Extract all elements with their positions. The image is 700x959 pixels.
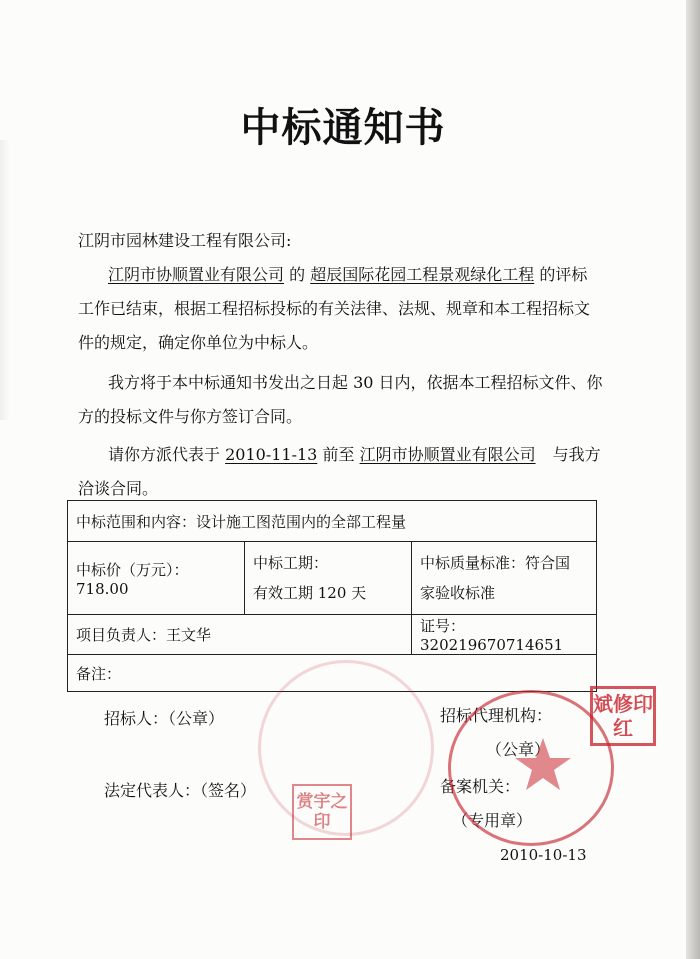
para2-line2: 方的投标文件与你方签订合同。 — [78, 407, 303, 426]
para3-line1 — [108, 442, 601, 465]
scope-cell: 中标范围和内容：设计施工图范围内的全部工程量 — [68, 501, 597, 542]
para1-line3: 件的规定，确定你单位为中标人。 — [78, 333, 319, 352]
agency-seal-label: （公章） — [486, 740, 551, 759]
project-name: 超辰国际花园工程景观绿化工程 — [310, 265, 535, 284]
para3-prefix: 请你方派代表于 — [108, 445, 221, 464]
filing-label: 备案机关： — [440, 777, 521, 796]
rep-stamp: 赏宇之印 — [292, 784, 352, 840]
para1-line1 — [108, 262, 587, 285]
meeting-place: 江阴市协顺置业有限公司 — [359, 445, 536, 464]
period-value: 有效工期 120 天 — [253, 584, 367, 602]
para3-middle: 前至 — [322, 445, 355, 464]
cert-cell: 证号：320219670714651 — [412, 615, 597, 655]
para1-line2: 工作已结束，根据工程招标投标的有关法律、法规、规章和本工程招标文 — [78, 299, 591, 318]
manager-text: 项目负责人：王文华 — [76, 626, 212, 644]
owner-name: 江阴市协顺置业有限公司 — [108, 265, 285, 284]
para3-line2: 洽谈合同。 — [78, 479, 159, 498]
meeting-date: 2010-11-13 — [225, 445, 318, 464]
period-cell — [245, 542, 412, 615]
issue-date: 2010-10-13 — [500, 846, 587, 864]
filing-seal-label: （专用章） — [452, 811, 533, 830]
para1-tail: 的评标 — [539, 265, 588, 284]
addressee: 江阴市园林建设工程有限公司: — [78, 231, 292, 250]
page-title: 中标通知书 — [240, 104, 446, 151]
quality-cell — [412, 542, 597, 615]
para3-suffix: 与我方 — [552, 445, 601, 464]
remark-cell: 备注： — [68, 655, 597, 692]
legal-rep-label: 法定代表人：（签名） — [104, 781, 257, 800]
price-cell: 中标价（万元）：718.00 — [68, 542, 245, 615]
agency-label: 招标代理机构： — [440, 706, 553, 725]
quality-line2: 家验收标准 — [420, 584, 496, 602]
period-label: 中标工期： — [253, 554, 329, 572]
para2-line1: 我方将于本中标通知书发出之日起 30 日内，依据本工程招标文件、你 — [108, 373, 603, 392]
para1-of: 的 — [289, 265, 306, 284]
scan-shadow — [0, 140, 10, 420]
manager-cell — [68, 615, 412, 655]
tenderer-label: 招标人：（公章） — [104, 709, 225, 728]
agency-personal-stamp: 斌修印红 — [590, 686, 656, 746]
page-edge — [686, 0, 700, 959]
quality-line1: 中标质量标准：符合国 — [420, 554, 571, 572]
star-icon — [448, 690, 608, 840]
